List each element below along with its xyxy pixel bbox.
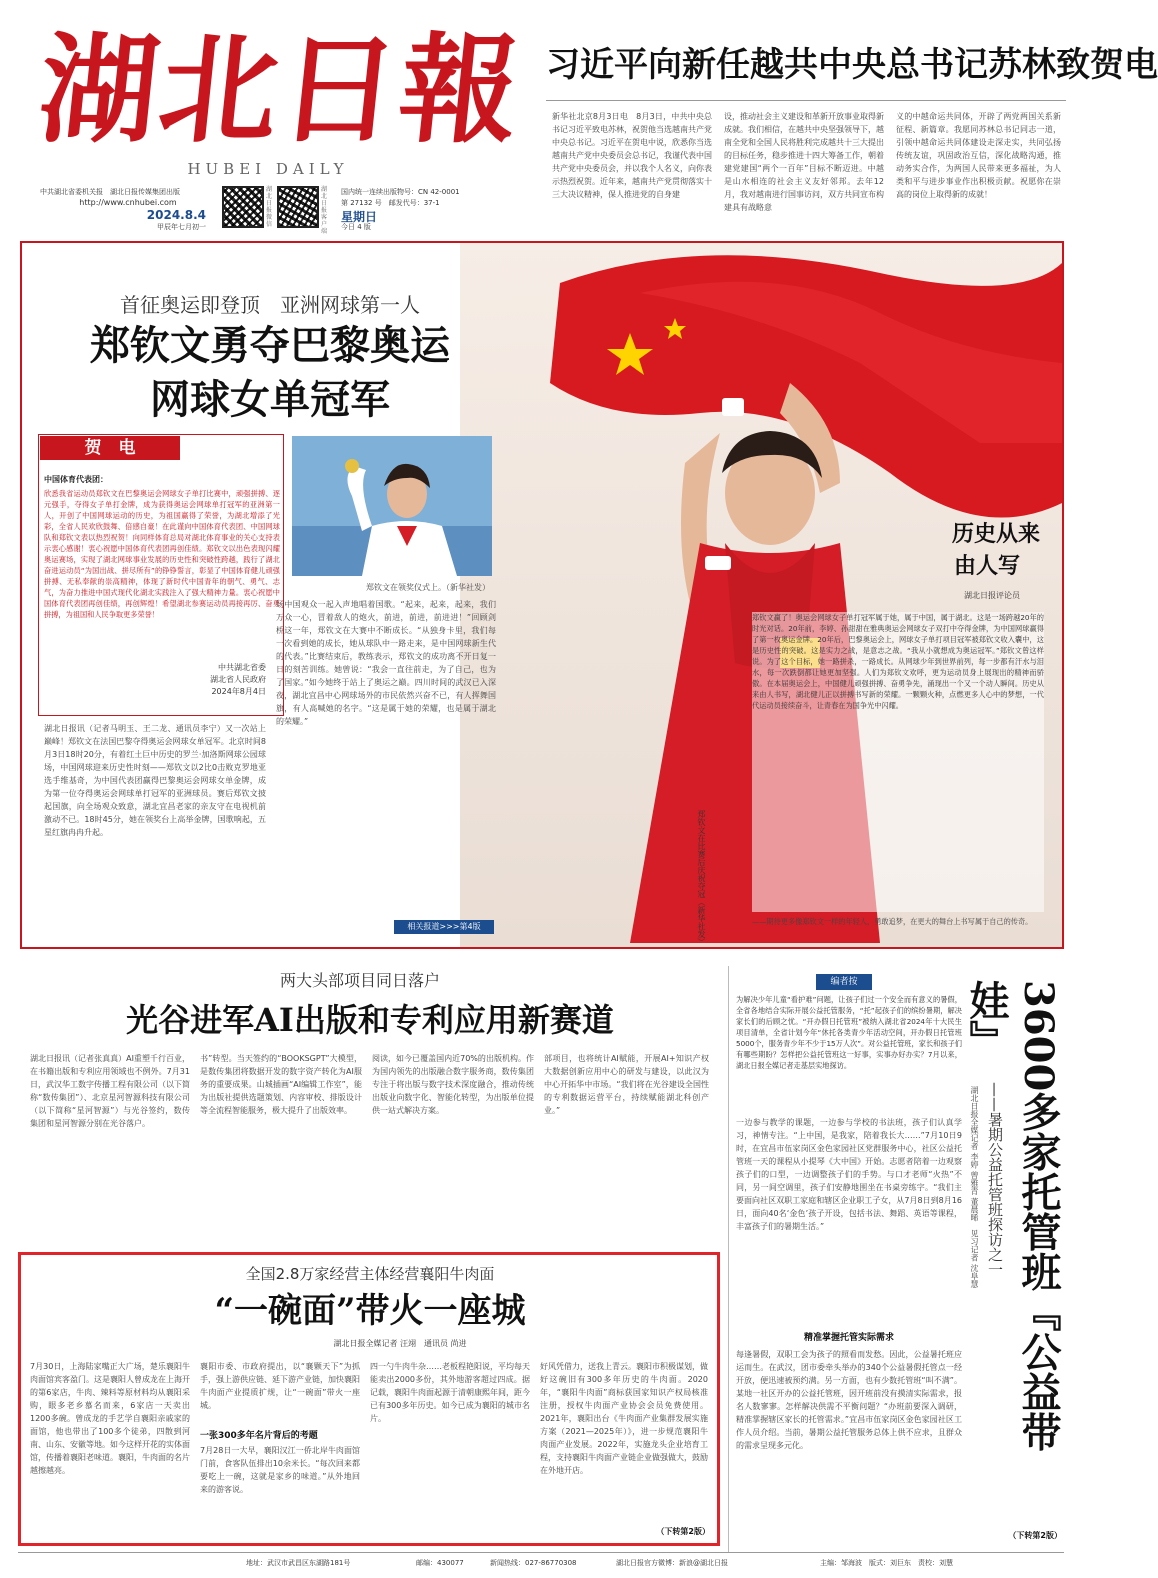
masthead-org: 中共湖北省委机关报 湖北日报传媒集团出版 <box>40 188 180 196</box>
lead-col-1: 新华社北京8月3日电 8月3日，中共中央总书记习近平致电苏林，祝贺他当选越南共产党中央总书记。习近平在贺电中说，欣悉你当选越南共产党中央委员会总书记，我谨代表中国共产党中央委员会，并以我个人名义，向你表示热烈祝贺。近年来，越南共产党贯彻落实十三大决议精神，保人推进党的自身建 <box>552 112 712 199</box>
issue-number: 第 27132 号 邮发代号：37-1 <box>341 199 440 207</box>
noodle-col-2b: 7月28日一大早，襄阳汉江一侨北岸牛肉面馆门前，食客队伍排出10余米长。“每次回来都要吃上一碗，这就是家乡的味道。”从外地回来的游客说。 <box>200 1446 360 1494</box>
noodle-col-4: 好风凭借力，送我上青云。襄阳市积极谋划，做好这碗旧有300多年历史的牛肉面。2020年，“襄阳牛肉面”商标获国家知识产权局核准注册，授权牛肉面产业协会会员免费使用。2021年，襄阳出台《牛肉面产业集群发展实施方案（2021—2025年）》，进一步规范襄阳牛肉面产业发展。2022年，实施龙头企业培育工程，支持襄阳牛肉面产业链企业做强做大，鼓励在外地开店。 <box>540 1362 708 1475</box>
he-dian-date: 2024年8月4日 <box>211 687 266 696</box>
qr-code-wechat[interactable] <box>222 186 264 228</box>
sidebar-big-title[interactable]: 3600多家托管班『公益带娃』 <box>963 980 1062 1452</box>
footer-weibo[interactable]: 湖北日报官方微博：新浪@湖北日报 <box>616 1559 728 1567</box>
ai-col-3: 阅读，如今已覆盖国内近70%的出版机构。作为国内领先的出版融合数字服务商，数传集团专注于将出版与数字技术深度融合，推动传统出版业向数字化、智能化转型，为出版单位提供一站式解决方案。 <box>372 1054 534 1115</box>
commentary-title-1[interactable]: 历史从来 <box>951 521 1040 547</box>
feature-kicker: 首征奥运即登顶 亚洲网球第一人 <box>120 293 420 317</box>
lunar-date: 甲辰年七月初一 <box>157 223 206 231</box>
he-dian-sign-1: 中共湖北省委 <box>218 663 266 672</box>
he-dian-body: 欣悉我省运动员郑钦文在巴黎奥运会网球女子单打比赛中，顽强拼搏、逐元强手，夺得女子单打金牌，成为获得奥运会网球单打冠军的亚洲第一人，开创了中国网球运动的历史，为祖国赢得了荣誉，为湖北增添了光彩，全省人民欢欣鼓舞、倍感自豪！在此谨向中国体育代表团、中国网球队和郑钦文表以热烈祝贺！向同样体育总局对湖北体育事业的关心支持表示衷心感谢！衷心祝愿中国体育代表团再创佳绩。郑钦文以出色表现闪耀奥运赛场，实现了湖北网球事业发展的历史性和突破性跨越，践行了湖北奋进运动员“为国出战、拼尽所有”的铮铮誓言，彰显了中国体育健儿顽强拼搏、无私奉献的崇高精神，体现了新时代中国青年的朝气、勇气、志气，为奋力推进中国式现代化湖北实践注入了强大精神力量。衷心祝愿中国体育代表团再创佳绩，再创辉煌！希望湖北参赛运动员再接再厉、奋勇拼搏，为祖国和人民争取更多荣誉！ <box>44 489 280 619</box>
footer-hotline: 新闻热线：027-86770308 <box>490 1559 577 1567</box>
sidebar-subhead: 精准掌握托管实际需求 <box>803 1333 894 1343</box>
lead-col-2: 设，推动社会主义建设和革新开放事业取得新成就。我们相信，在越共中央坚强领导下，越南全党和全国人民将胜利完成越共十三大提出的目标任务，稳步推进十四大筹备工作，朝着建党建国“两个一百年”目标不断迈进。中越是山水相连的社会主义友好邻邦。去年12月，我对越南进行国事访问，双方共同宣布构建具有战略意 <box>724 112 884 212</box>
sidebar-continued[interactable]: （下转第2版） <box>1008 1531 1062 1540</box>
editor-note-tag: 编者按 <box>816 974 872 990</box>
issue-date: 2024.8.4 <box>146 208 206 222</box>
ai-col-1: 湖北日报讯（记者张真真）AI重塑千行百业，在书籍出版和专利应用领域也不例外。7月31日，武汉华工数字传播工程有限公司（以下简称“数传集团”）、北京星河智源科技有限公司（以下简称“星河智源”）与光谷签约，数传集团和星河智源分别在光谷落户。 <box>30 1054 190 1128</box>
commentary-title-2[interactable]: 由人写 <box>953 553 1020 579</box>
qr-code-app[interactable] <box>277 186 319 228</box>
lead-divider <box>546 100 1066 101</box>
weekday: 星期日 <box>341 210 378 224</box>
he-dian-sign-2: 湖北省人民政府 <box>210 675 266 684</box>
feature-col-mid: 场中国观众一起入声地唱着国歌。“起来，起来，起来，我们万众一心，冒着敌人的炮火，前进，前进，前进进！”回顾剑桥这一年，郑钦文在大赛中不断成长。“从独身卡里，我们每一次看到她的成长，她从球队中一路走来，是中国网球新生代的代表。”比赛结束后，教练表示，郑钦文的成功离不开日复一日的刻苦训练。她曾说：“我会一直往前走，为了自己，也为了国家。”如今她终于站上了奥运之巅。四川时间的武汉已入深夜，湖北宜昌中心网球场外的市民依然兴奋不已，有人挥舞国旗，有人高喊她的名字。“这是属于她的荣耀，也是属于湖北的荣耀。” <box>276 600 496 726</box>
masthead-url[interactable]: http://www.cnhubei.com <box>79 198 177 207</box>
footer-rule <box>18 1552 1064 1553</box>
noodle-subhead: 一张300多年名片背后的考题 <box>200 1431 318 1441</box>
feature-col-left: 湖北日报讯（记者马明玉、王二龙、通讯员李宁）又一次站上巅峰！郑钦文在法国巴黎夺得奥运会网球女单冠军。北京时间8月3日18时20分，有着红土巨中历史的罗兰·加洛斯网球公园球场，中国网球迎来历史性时刻——郑钦文以2比0击败克罗地亚选手维基奇，为中国代表团赢得巴黎奥运会网球女单金牌，成为第一位夺得奥运会网球单打冠军的亚洲球员。赛后郑钦文披起国旗，向全场观众致意，湖北宜昌老家的亲友守在电视机前激动不已。18时45分，她在领奖台上高举金牌，国歌响起，五星红旗冉冉升起。 <box>44 724 266 837</box>
issn-line: 国内统一连续出版物号：CN 42-0001 <box>341 188 460 196</box>
sidebar-body-1: 一边参与教学的课题，一边参与学校的书法班，孩子们认真学习，神情专注。“上中国，是我家，陪着我长大……”7月10日9时，在宜昌市伍家岗区金色家园社区党群服务中心，社区公益托管班一天的课程从小提琴《大中国》开始。志愿者陪着一边观察孩子们的口型，一边调整孩子们的手势。与口才老师“火热”不同，另一间空调里，孩子们安静地围坐在书桌旁练字。“我们主要面向社区双职工家庭和辖区企业职工子女，从7月8日到8月16日，面向40名‘金色’孩子开设，包括书法、舞蹈、英语等课程，丰富孩子们的暑期生活。” <box>736 1118 962 1231</box>
commentary-byline: 湖北日报评论员 <box>964 591 1020 600</box>
footer-postcode: 邮编：430077 <box>416 1559 464 1567</box>
sidebar-subtitle: ——暑期公益托管班探访之一 <box>986 1082 1004 1277</box>
footer-editors: 主编：邹海波 版式：刘巨东 责校：刘慧 <box>820 1559 953 1567</box>
commentary-body: 郑钦文赢了！奥运会网球女子单打冠军属于她，属于中国，属于湖北。这是一场跨越20年的时光对话。20年前，李婷、孙甜甜在雅典奥运会网球女子双打中夺得金牌，为中国网球赢得了第一枚奥运金牌。20年后，巴黎奥运会上，网球女子单打项目冠军被郑钦文收入囊中，这是历史性的突破。这是实力之战，是意志之战。“我从小就想成为奥运冠军。”郑钦文曾这样说。为了这个目标，她一路拼杀，一路成长。从网球少年到世界前列，每一步都有汗水与泪水，每一次跌倒都让她更加坚强。人们为郑钦文欢呼，更为运动员身上展现出的精神而骄傲。在本届奥运会上，中国健儿顽强拼搏、奋勇争先，涌现出一个又一个动人瞬间。历史从来由人书写，湖北健儿正以拼搏书写新的荣耀。一颗颗火种，点燃更多人心中的梦想，一代代运动员接续奋斗，让青春在为国争光中闪耀。 <box>752 612 1044 912</box>
sidebar-divider <box>728 966 729 1552</box>
sidebar-body-2: 每逢暑假，双职工会为孩子的照看而发愁。因此，公益暑托班应运而生。在武汉，团市委牵头举办的340个公益暑假托管点一经开放，便迅速被预约满。另一方面，也有少数托管班“叫不满”。某地一社区开办的公益托管班，因开班前没有摸清实际需求，报名人数寥寥。怎样解决供需不平衡问题？“办班前要深入调研，精准掌握辖区家长的托管需求。”宜昌市伍家岗区金色家园社区工作人员介绍。当前，暑期公益托管服务总体上供不应求，且群众的需求呈现多元化。 <box>736 1350 962 1450</box>
hero-vertical-caption: 郑钦文在比赛后庆祝夺冠（新华社发） <box>697 810 706 946</box>
masthead-logo-en: HUBEI DAILY <box>187 160 349 178</box>
page-count: 今日 4 版 <box>341 223 371 231</box>
sidebar-byline: 湖北日报全媒记者 李婷 曾雅青 董晨晞 见习记者 沈阜慧 <box>970 1086 979 1289</box>
lead-col-3: 义的中越命运共同体，开辟了两党两国关系新征程、新篇章。我愿同苏林总书记同志一道，引领中越命运共同体建设走深走实，共同弘扬传统友谊，巩固政治互信，深化战略沟通，推动务实合作，为两国人民带来更多福祉，为人类和平与进步事业作出积极贡献。祝愿你在崇高的岗位上取得新的成就！ <box>896 112 1061 199</box>
qr2-caption: 湖北日报客户端 <box>321 186 328 235</box>
noodle-col-2: 襄阳市委、市政府提出，以“襄颗天下”为抓手，强上游供应链、延下游产业链，加快襄阳牛肉面产业提质扩规，让“一碗面”带火一座城。 <box>200 1362 360 1410</box>
feature-headline-2[interactable]: 网球女单冠军 <box>150 376 390 423</box>
noodle-byline: 湖北日报全媒记者 汪翊 通讯员 尚进 <box>333 1339 467 1348</box>
podium-photo-caption: 郑钦文在领奖仪式上。（新华社发） <box>366 583 490 592</box>
noodle-col-1: 7月30日，上海陆家嘴正大广场，楚乐襄阳牛肉面馆宾客盈门。这是襄阳人曾成龙在上海开的第6家店，牛肉、辣料等原材料均从襄阳采购，眼多老乡慕名而来，6家店一天卖出1200多碗。曾成龙的手艺学自襄阳亲戚家的面馆，他也带出了100多个徒弟，四散到河南、山东、安徽等地。如今这样开花的实体面馆，传播着襄阳老味道。襄阳，牛肉面的名片越擦越亮。 <box>30 1362 190 1475</box>
noodle-headline[interactable]: “一碗面”带火一座城 <box>214 1291 526 1331</box>
qr1-caption: 湖北日报微信 <box>266 186 273 228</box>
ai-headline[interactable]: 光谷进军AI出版和专利应用新赛道 <box>126 1001 614 1039</box>
footer-address: 地址：武汉市武昌区东湖路181号 <box>246 1559 351 1567</box>
commentary-tail: ——期待更多像郑钦文一样的年轻人，勇敢追梦，在更大的舞台上书写属于自己的传奇。 <box>752 917 1033 926</box>
feature-headline-1[interactable]: 郑钦文勇夺巴黎奥运 <box>90 322 450 369</box>
ai-col-2: 书”转型。当天签约的“BOOKSGPT”大模型，是数传集团将数据开发的数字资产转化为AI服务的重要成果。山城插画“AI编辑工作室”，能为出版社提供选题策划、内容审校、排版设计等全流程智能服务，极大提升了出版效率。 <box>200 1054 362 1115</box>
podium-photo[interactable] <box>292 436 492 576</box>
feature-link[interactable]: 相关报道>>>第4版 <box>394 920 494 934</box>
he-dian-salutation: 中国体育代表团： <box>44 475 108 484</box>
ai-col-4: 部项目，也将统计AI赋能，开展AI+知识产权大数据创新应用中心的研发与建设，以此汉为中心开拓华中市场。“我们将在光谷建设全国性的专利数据运营平台，持续赋能湖北科创产业。” <box>544 1054 709 1115</box>
masthead-logo: 湖北日報 <box>32 20 528 159</box>
editor-note: 为解决少年儿童“看护难”问题，让孩子们过一个安全而有意义的暑假，全省各地结合实际开展公益托管服务，“托”起孩子们的缤纷暑期，解决家长们的后顾之忧。“开办假日托管班”被纳入湖北省2024年十大民生项目清单，全省计划今年“休托各类青少年活动空间，开办假日托管班5000个，服务青少年不少于15万人次”。对公益托管班，家长和孩子们有哪些期盼？怎样把公益托管班这一好事，实事办好办实？7月以来，湖北日报全媒记者走基层实地探访。 <box>736 995 962 1070</box>
lead-headline[interactable]: 习近平向新任越共中央总书记苏林致贺电 <box>546 45 1158 85</box>
noodle-kicker: 全国2.8万家经营主体经营襄阳牛肉面 <box>245 1265 495 1283</box>
he-dian-label: 贺 电 <box>40 436 180 460</box>
podium-photo-illustration <box>292 436 492 576</box>
ai-kicker: 两大头部项目同日落户 <box>279 971 440 990</box>
noodle-col-3: 四一勺牛肉牛杂……老板程艳阳说，平均每天能卖出2000多份，其外地游客超过四成。据记载，襄阳牛肉面起源于清朝康熙年间，距今已有300多年历史。如今已成为襄阳的城市名片。 <box>370 1362 530 1423</box>
noodle-continued[interactable]: （下转第2版） <box>656 1527 710 1536</box>
